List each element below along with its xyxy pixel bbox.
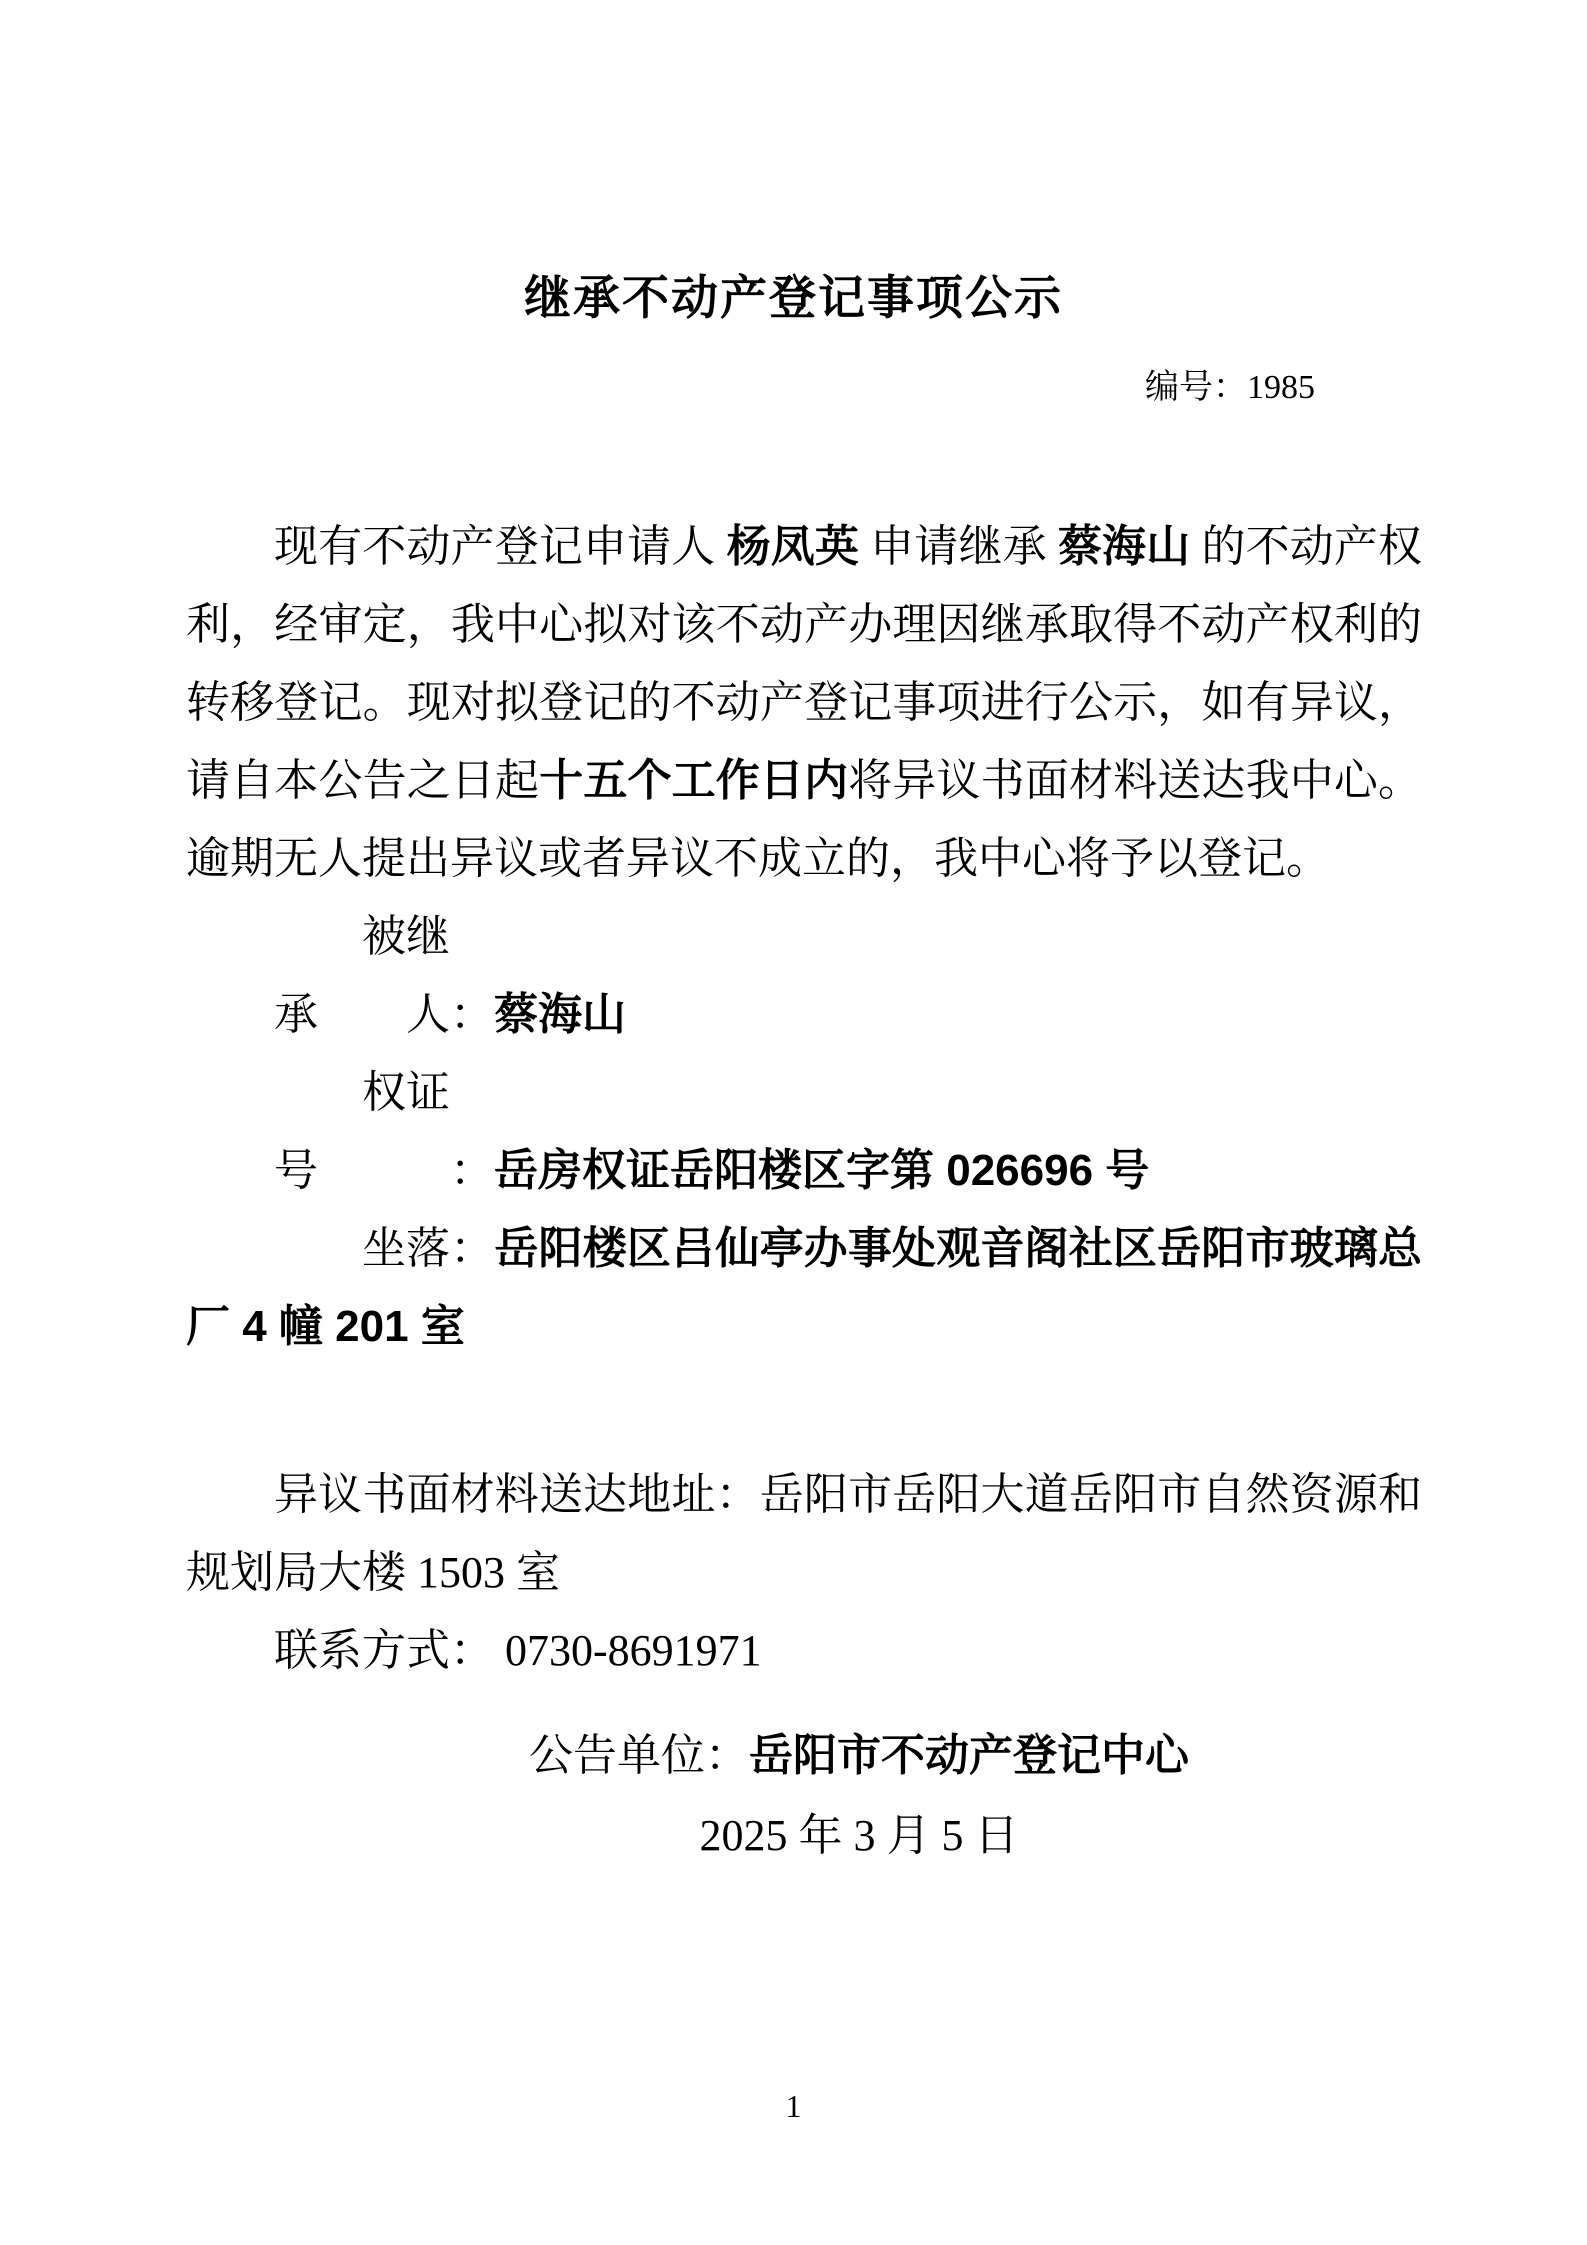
field-certificate-colon: ： xyxy=(450,1146,494,1195)
objection-deadline: 十五个工作日内 xyxy=(539,756,849,805)
decedent-name: 蔡海山 xyxy=(1057,522,1191,571)
notice-body xyxy=(186,508,1422,1690)
paragraph-segment: 的不动产权利，经审定，我中心拟对该不动产办理因继承取得不动产权利的转移登记。现对拟登记的不动产登记事项进行公示，如有异议，请自本公告之日起 xyxy=(186,522,1423,805)
paragraph-segment: 现有不动产登记申请人 xyxy=(274,522,727,571)
page-number: 1 xyxy=(785,2088,802,2124)
field-decedent-colon: ： xyxy=(450,990,494,1039)
issuer-name: 岳阳市不动产登记中心 xyxy=(749,1731,1189,1780)
main-paragraph xyxy=(186,508,1422,898)
issuer-line xyxy=(529,1716,1189,1796)
field-decedent-value: 蔡海山 xyxy=(494,990,626,1039)
document-number-label: 编号： xyxy=(1145,369,1247,406)
document-title: 继承不动产登记事项公示 xyxy=(524,271,1063,324)
paragraph-segment: 将异议书面材料送达我中心。逾期无人提出异议或者异议不成立的，我中心将予以登记。 xyxy=(186,756,1423,883)
field-location-label: 坐落 xyxy=(362,1224,450,1273)
document-number-line xyxy=(0,366,1587,410)
field-certificate-value: 岳房权证岳阳楼区字第 026696 号 xyxy=(494,1146,1150,1195)
contact-label: 联系方式： xyxy=(274,1626,494,1675)
issue-date: 2025 年 3 月 5 日 xyxy=(699,1811,1019,1860)
contact-phone-number: 0730-8691971 xyxy=(494,1626,762,1675)
paragraph-segment: 申请继承 xyxy=(859,522,1058,571)
field-location-colon: ： xyxy=(450,1224,495,1273)
field-certificate-number xyxy=(186,1054,1422,1210)
field-location-value: 岳阳楼区吕仙亭办事处观音阁社区岳阳市玻璃总厂 4 幢 201 室 xyxy=(186,1224,1423,1351)
objection-address-paragraph: 异议书面材料送达地址：岳阳市岳阳大道岳阳市自然资源和规划局大楼 1503 室 xyxy=(186,1470,1422,1597)
field-decedent-label: 被继承人 xyxy=(274,912,450,1039)
document-number-value: 1985 xyxy=(1247,369,1315,406)
field-location xyxy=(186,1210,1422,1366)
issuer-label: 公告单位： xyxy=(529,1731,749,1780)
applicant-name: 杨凤英 xyxy=(726,522,860,571)
field-decedent xyxy=(186,898,1422,1054)
contact-line xyxy=(186,1612,1422,1690)
section-gap xyxy=(186,1366,1422,1456)
signature-block xyxy=(529,1716,1189,1876)
field-certificate-label: 权证号 xyxy=(274,1068,450,1195)
